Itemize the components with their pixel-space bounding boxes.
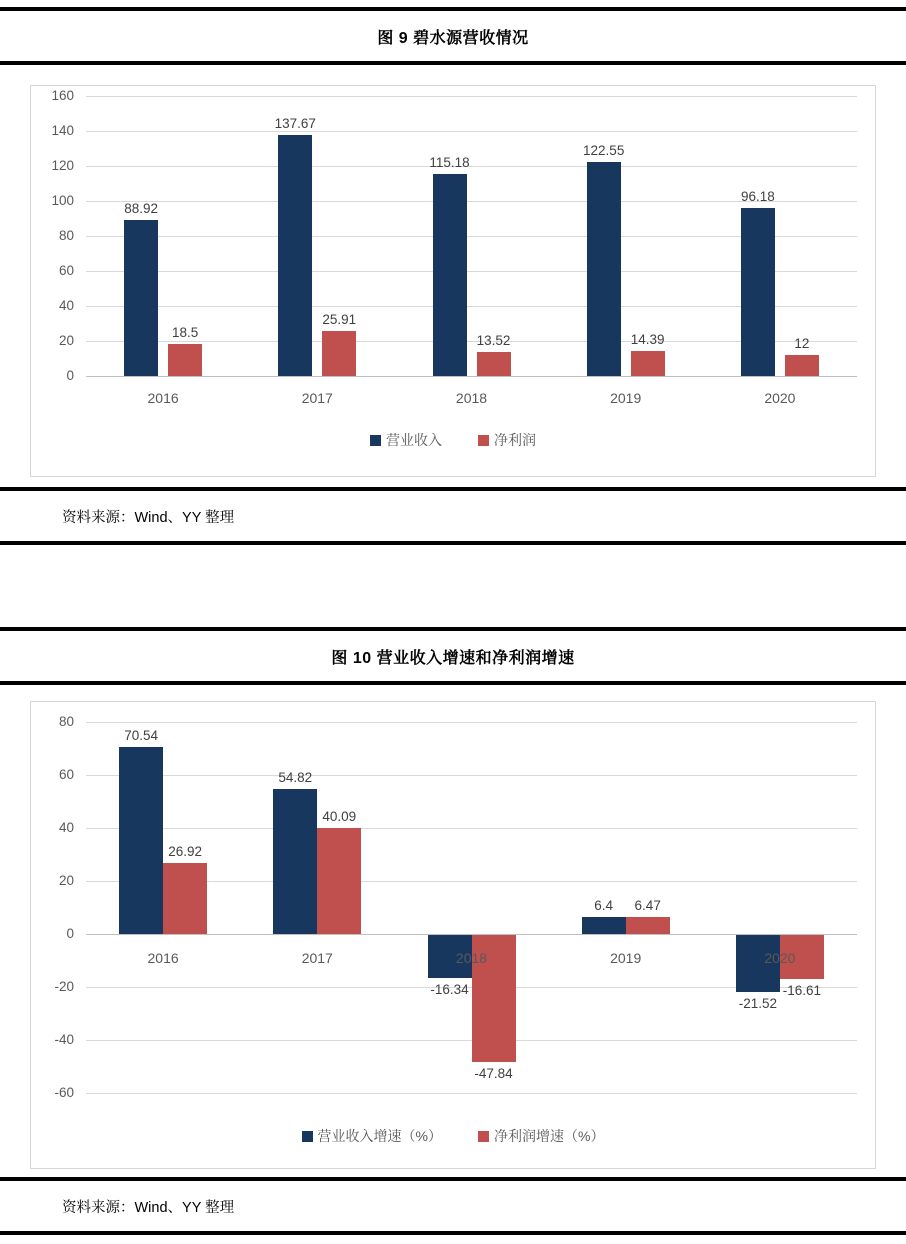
gridline [86,131,857,132]
value-label: 18.5 [171,324,199,340]
value-label: 54.82 [278,769,313,785]
figure10-section [0,627,906,1235]
bar [785,355,819,376]
value-label: 115.18 [429,155,470,171]
legend-swatch-icon [478,435,489,446]
gridline [86,96,857,97]
figure10-title: 图 10 营业收入增速和净利润增速 [331,649,575,667]
figure10-bar-chart [30,701,876,1169]
figure10-source: 资料来源：Wind、YY 整理 [62,1199,235,1216]
y-tick-label: -60 [54,1085,74,1100]
figure9-bar-chart [30,85,876,477]
figure9-source: 资料来源：Wind、YY 整理 [62,509,235,526]
y-tick-label: -40 [54,1032,74,1047]
legend-item [302,1126,442,1146]
bar [317,828,361,934]
y-tick-label: 20 [58,873,74,888]
legend-label: 净利润增速（%） [494,1128,605,1144]
bar [626,917,670,934]
bar [631,351,665,376]
value-label: -21.52 [738,996,778,1012]
value-label: 6.47 [634,897,661,913]
y-tick-label: 0 [66,368,74,383]
divider [0,1231,906,1235]
y-tick-label: -20 [54,979,74,994]
gridline [86,1093,857,1094]
legend-item [370,430,442,450]
bar [582,917,626,934]
bar [278,135,312,376]
figure9-section [0,7,906,545]
legend [31,1126,875,1146]
bar [163,863,207,934]
x-tick-label: 2016 [147,950,179,966]
y-tick-label: 40 [58,298,74,313]
x-tick-label: 2020 [764,950,796,966]
value-label: 40.09 [322,808,357,824]
value-label: 13.52 [476,333,511,349]
legend-item [478,1126,604,1146]
y-tick-label: 160 [51,88,74,103]
x-tick-label: 2018 [455,390,488,406]
value-label: 12 [794,336,810,351]
gridline [86,828,857,829]
legend-label: 营业收入 [386,432,442,448]
gridline [86,376,857,377]
x-tick-label: 2018 [455,950,488,966]
value-label: 70.54 [124,728,158,744]
divider [0,681,906,685]
value-label: -16.34 [430,982,469,998]
bar [168,344,202,376]
figure9-title: 图 9 碧水源营收情况 [377,29,529,47]
x-tick-label: 2016 [147,390,179,406]
value-label: 26.92 [168,843,202,859]
bar [119,747,163,934]
value-label: 122.55 [583,142,625,158]
legend-swatch-icon [370,435,381,446]
value-label: 96.18 [740,188,775,204]
legend-label: 净利润 [494,432,536,448]
figure10-chart-area [30,701,876,1169]
figure9-chart-area [30,85,876,477]
y-tick-label: 80 [58,228,74,243]
y-tick-label: 120 [51,158,74,173]
y-tick-label: 20 [58,333,74,348]
bar [322,331,356,376]
bar [477,352,511,376]
value-label: 137.67 [274,116,316,132]
value-label: 25.91 [322,311,357,327]
value-label: -16.61 [782,983,822,999]
y-tick-label: 60 [58,767,74,782]
y-tick-label: 100 [51,193,74,208]
x-tick-label: 2017 [301,950,333,966]
y-tick-label: 40 [58,820,74,835]
bar [124,220,158,376]
x-tick-label: 2019 [610,950,642,966]
y-tick-label: 60 [58,263,74,278]
legend-label: 营业收入增速（%） [317,1128,442,1144]
value-label: 88.92 [124,201,158,217]
value-label: 14.39 [630,331,665,347]
value-label: 6.4 [594,898,614,914]
legend-swatch-icon [302,1131,313,1142]
gridline [86,722,857,723]
legend [31,430,875,450]
section-gap [0,545,906,627]
legend-swatch-icon [478,1131,489,1142]
legend-item [478,430,536,450]
y-tick-label: 80 [58,714,74,729]
x-tick-label: 2019 [610,390,642,406]
y-tick-label: 140 [51,123,74,138]
gridline [86,775,857,776]
x-tick-label: 2020 [764,390,796,406]
y-tick-label: 0 [66,926,74,941]
x-tick-label: 2017 [301,390,333,406]
divider [0,61,906,65]
value-label: -47.84 [474,1065,513,1081]
